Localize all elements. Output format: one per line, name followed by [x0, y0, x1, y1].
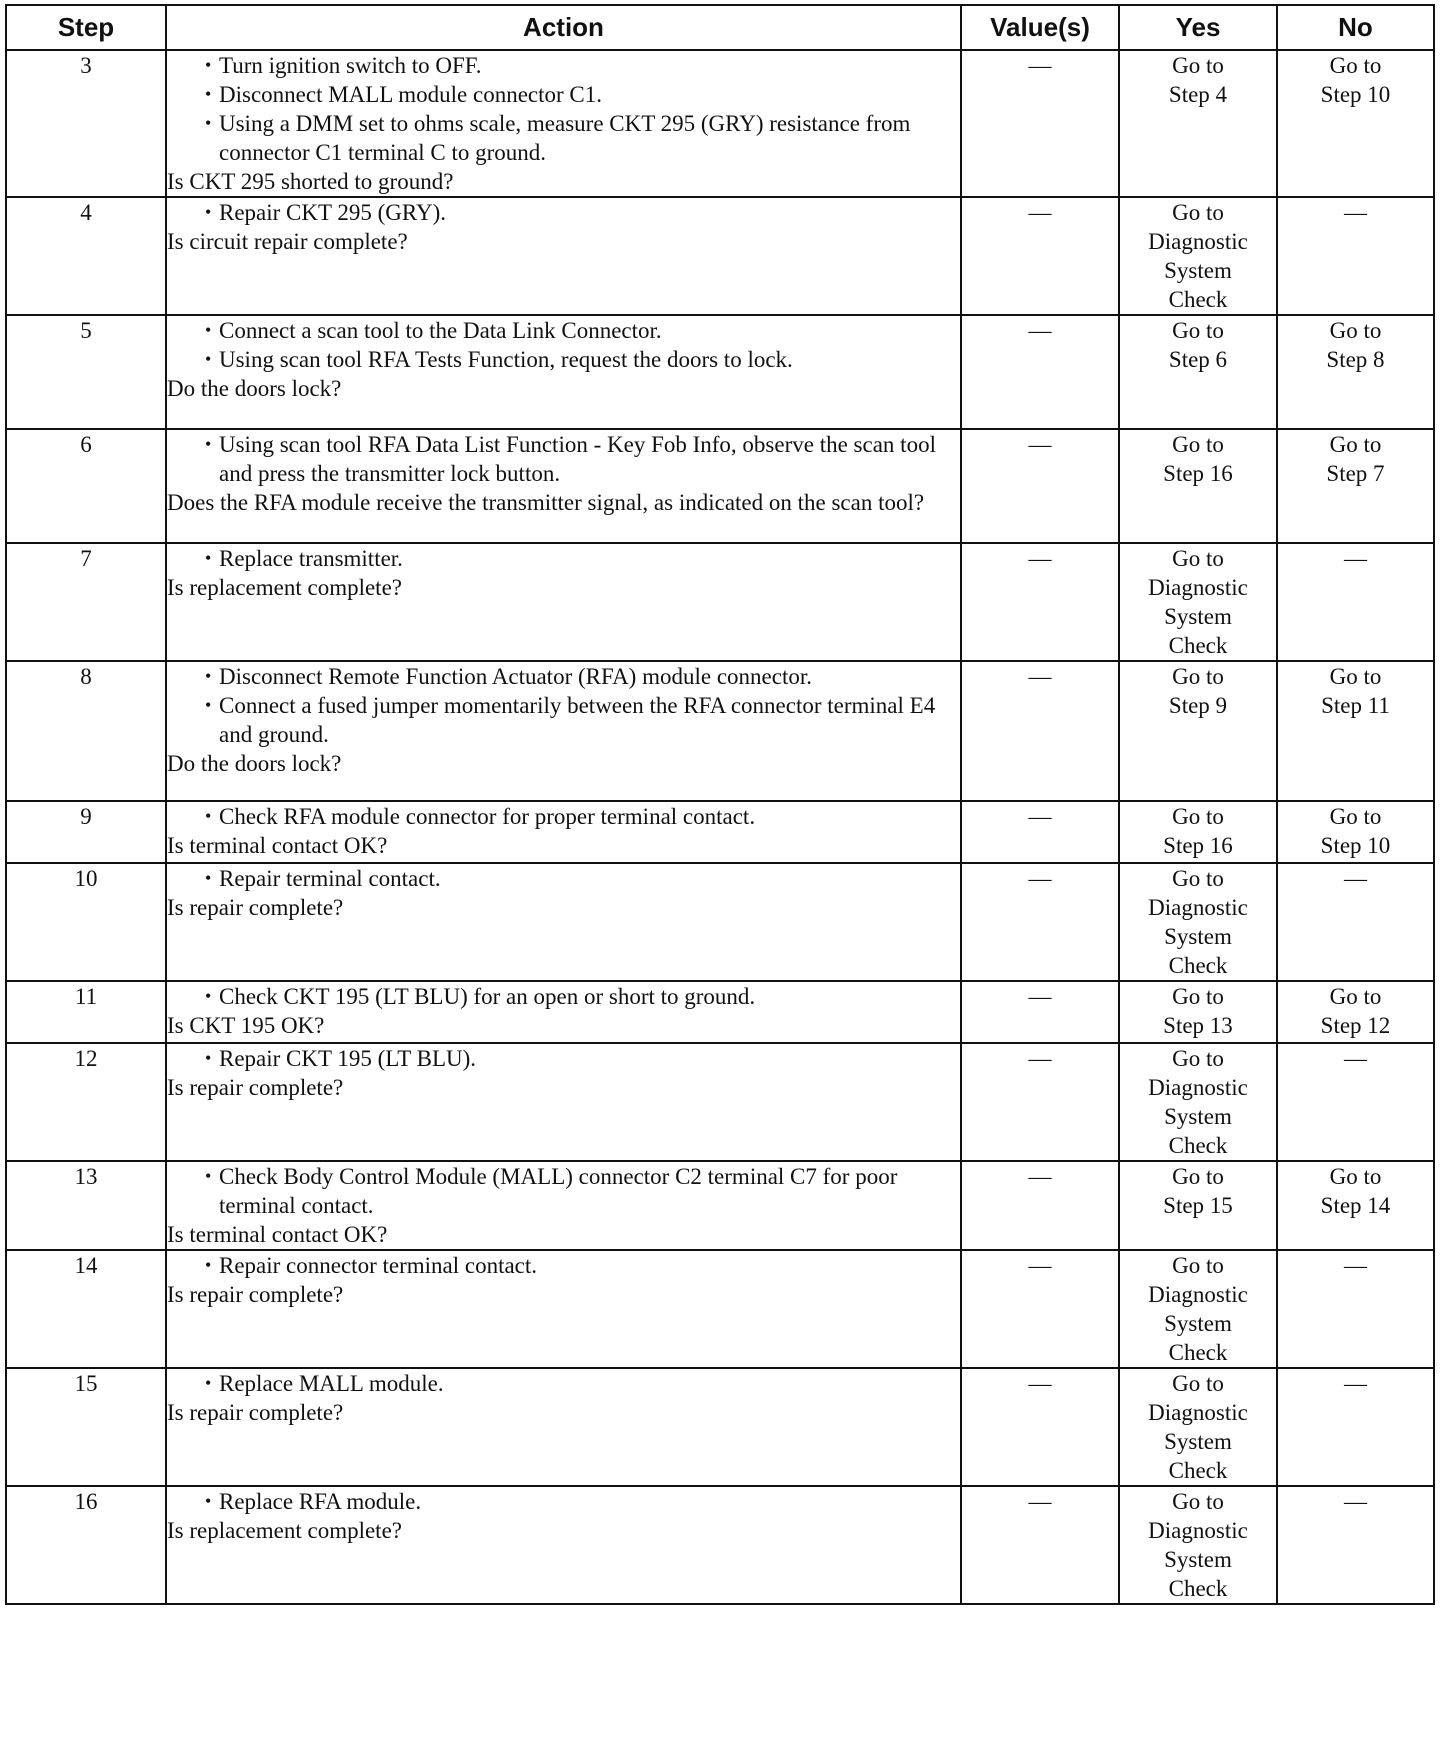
value-cell: —	[961, 863, 1119, 981]
action-bullet: • Turn ignition switch to OFF.	[167, 51, 960, 80]
action-cell	[166, 1250, 961, 1368]
no-text-line: Go to	[1329, 1164, 1382, 1189]
yes-text-line: Step 9	[1168, 693, 1228, 718]
no-cell	[1277, 1043, 1434, 1161]
yes-text-line: Diagnostic	[1148, 229, 1248, 254]
yes-cell	[1119, 315, 1277, 429]
action-bullet: • Disconnect MALL module connector C1.	[167, 80, 960, 109]
value-cell: —	[961, 801, 1119, 863]
step-number: 11	[6, 981, 166, 1043]
yes-text-line: Diagnostic	[1148, 1075, 1248, 1100]
action-question: Do the doors lock?	[167, 751, 342, 776]
step-number: 9	[6, 801, 166, 863]
table-row	[6, 801, 1434, 863]
table-row	[6, 197, 1434, 315]
no-cell	[1277, 197, 1434, 315]
action-bullet-list	[167, 1251, 960, 1280]
action-question: Is repair complete?	[167, 1400, 344, 1425]
yes-text-line: Check	[1168, 287, 1228, 312]
yes-text-line: Go to	[1172, 318, 1224, 343]
value-cell: —	[961, 50, 1119, 197]
no-cell	[1277, 315, 1434, 429]
yes-text-line: Go to	[1172, 1253, 1224, 1278]
step-number: 13	[6, 1161, 166, 1250]
table-row	[6, 863, 1434, 981]
action-bullet-list	[167, 1487, 960, 1516]
action-question: Is replacement complete?	[167, 1518, 402, 1543]
action-cell	[166, 1161, 961, 1250]
no-text-line: —	[1344, 546, 1367, 571]
action-bullet-list	[167, 544, 960, 573]
yes-text-line: Go to	[1172, 984, 1224, 1009]
yes-cell	[1119, 429, 1277, 543]
yes-text-line: System	[1164, 604, 1232, 629]
action-bullet: • Connect a fused jumper momentarily between the RFA connector terminal E4 and ground.	[167, 691, 960, 749]
no-text-line: Step 8	[1326, 347, 1385, 372]
yes-cell	[1119, 1250, 1277, 1368]
action-bullet-list	[167, 430, 960, 488]
step-number: 12	[6, 1043, 166, 1161]
yes-text-line: Check	[1168, 633, 1228, 658]
action-question: Is repair complete?	[167, 1282, 344, 1307]
table-row	[6, 429, 1434, 543]
action-cell	[166, 981, 961, 1043]
action-cell	[166, 1486, 961, 1604]
yes-cell	[1119, 863, 1277, 981]
yes-text-line: System	[1164, 1311, 1232, 1336]
action-cell	[166, 50, 961, 197]
value-cell: —	[961, 1486, 1119, 1604]
action-question: Is terminal contact OK?	[167, 833, 388, 858]
no-cell	[1277, 981, 1434, 1043]
table-row	[6, 661, 1434, 801]
action-bullet-list	[167, 864, 960, 893]
step-number: 16	[6, 1486, 166, 1604]
no-text-line: —	[1344, 1371, 1367, 1396]
action-question: Is repair complete?	[167, 1075, 344, 1100]
diagnostic-table	[5, 4, 1435, 1605]
action-question: Is replacement complete?	[167, 575, 402, 600]
yes-text-line: Go to	[1172, 1489, 1224, 1514]
action-bullet-list	[167, 802, 960, 831]
no-cell	[1277, 661, 1434, 801]
yes-text-line: Check	[1168, 953, 1228, 978]
no-text-line: —	[1344, 866, 1367, 891]
action-question: Is circuit repair complete?	[167, 229, 408, 254]
yes-text-line: System	[1164, 1429, 1232, 1454]
value-cell: —	[961, 661, 1119, 801]
no-cell	[1277, 1250, 1434, 1368]
action-bullet: • Repair connector terminal contact.	[167, 1251, 960, 1280]
yes-text-line: Diagnostic	[1148, 1282, 1248, 1307]
yes-cell	[1119, 801, 1277, 863]
value-cell: —	[961, 1368, 1119, 1486]
action-bullet-list	[167, 1162, 960, 1220]
action-bullet: • Replace transmitter.	[167, 544, 960, 573]
yes-text-line: System	[1164, 924, 1232, 949]
no-text-line: Step 12	[1320, 1013, 1391, 1038]
header-values: Value(s)	[961, 5, 1119, 50]
yes-text-line: Step 6	[1168, 347, 1228, 372]
action-bullet: • Check CKT 195 (LT BLU) for an open or short to ground.	[167, 982, 960, 1011]
yes-text-line: Go to	[1172, 664, 1224, 689]
step-number: 10	[6, 863, 166, 981]
yes-text-line: Go to	[1172, 866, 1224, 891]
action-bullet: • Connect a scan tool to the Data Link Connector.	[167, 316, 960, 345]
no-cell	[1277, 1161, 1434, 1250]
yes-text-line: Go to	[1172, 53, 1224, 78]
no-text-line: Step 11	[1321, 693, 1390, 718]
header-yes: Yes	[1119, 5, 1277, 50]
yes-text-line: Go to	[1172, 804, 1224, 829]
action-cell	[166, 315, 961, 429]
step-number: 5	[6, 315, 166, 429]
header-action: Action	[166, 5, 961, 50]
action-cell	[166, 863, 961, 981]
table-row	[6, 981, 1434, 1043]
yes-text-line: Diagnostic	[1148, 1518, 1248, 1543]
header-step: Step	[6, 5, 166, 50]
action-question: Is CKT 295 shorted to ground?	[167, 169, 454, 194]
no-text-line: Step 10	[1320, 833, 1391, 858]
table-row	[6, 1368, 1434, 1486]
yes-text-line: Step 4	[1168, 82, 1228, 107]
action-bullet: • Repair CKT 295 (GRY).	[167, 198, 960, 227]
yes-text-line: Check	[1168, 1133, 1228, 1158]
action-bullet: • Using scan tool RFA Data List Function - Key Fob Info, observe the scan tool and press the transmitter lock button.	[167, 430, 960, 488]
action-bullet: • Replace RFA module.	[167, 1487, 960, 1516]
no-cell	[1277, 801, 1434, 863]
action-bullet: • Check RFA module connector for proper terminal contact.	[167, 802, 960, 831]
action-bullet-list	[167, 982, 960, 1011]
action-cell	[166, 543, 961, 661]
no-text-line: Go to	[1329, 53, 1382, 78]
action-bullet: • Replace MALL module.	[167, 1369, 960, 1398]
yes-text-line: Go to	[1172, 1371, 1224, 1396]
yes-text-line: Check	[1168, 1340, 1228, 1365]
yes-text-line: Diagnostic	[1148, 895, 1248, 920]
action-bullet: • Using scan tool RFA Tests Function, request the doors to lock.	[167, 345, 960, 374]
yes-text-line: System	[1164, 1547, 1232, 1572]
yes-text-line: System	[1164, 1104, 1232, 1129]
header-no: No	[1277, 5, 1434, 50]
action-cell	[166, 801, 961, 863]
no-text-line: —	[1344, 1253, 1367, 1278]
step-number: 3	[6, 50, 166, 197]
action-question: Is CKT 195 OK?	[167, 1013, 325, 1038]
action-bullet: • Disconnect Remote Function Actuator (RFA) module connector.	[167, 662, 960, 691]
yes-cell	[1119, 661, 1277, 801]
yes-text-line: Step 15	[1163, 1193, 1233, 1218]
no-cell	[1277, 1368, 1434, 1486]
yes-text-line: Go to	[1172, 200, 1224, 225]
value-cell: —	[961, 1161, 1119, 1250]
action-question: Do the doors lock?	[167, 376, 342, 401]
no-text-line: Step 7	[1326, 461, 1385, 486]
step-number: 4	[6, 197, 166, 315]
table-row	[6, 1486, 1434, 1604]
action-cell	[166, 1043, 961, 1161]
no-text-line: Go to	[1329, 432, 1382, 457]
table-row	[6, 543, 1434, 661]
no-cell	[1277, 429, 1434, 543]
step-number: 8	[6, 661, 166, 801]
value-cell: —	[961, 315, 1119, 429]
no-text-line: Step 10	[1320, 82, 1391, 107]
yes-cell	[1119, 543, 1277, 661]
table-row	[6, 315, 1434, 429]
step-number: 14	[6, 1250, 166, 1368]
value-cell: —	[961, 981, 1119, 1043]
action-question: Is repair complete?	[167, 895, 344, 920]
yes-text-line: System	[1164, 258, 1232, 283]
yes-cell	[1119, 1043, 1277, 1161]
yes-text-line: Check	[1168, 1458, 1228, 1483]
no-text-line: Go to	[1329, 804, 1382, 829]
yes-text-line: Go to	[1172, 1164, 1224, 1189]
step-number: 7	[6, 543, 166, 661]
action-bullet-list	[167, 1369, 960, 1398]
yes-cell	[1119, 1486, 1277, 1604]
yes-cell	[1119, 197, 1277, 315]
step-number: 6	[6, 429, 166, 543]
action-bullet-list	[167, 316, 960, 374]
table-row	[6, 1161, 1434, 1250]
header-row	[6, 5, 1434, 50]
yes-cell	[1119, 1368, 1277, 1486]
yes-text-line: Go to	[1172, 1046, 1224, 1071]
yes-text-line: Diagnostic	[1148, 1400, 1248, 1425]
table-row	[6, 50, 1434, 197]
action-bullet-list	[167, 51, 960, 167]
step-number: 15	[6, 1368, 166, 1486]
yes-text-line: Go to	[1172, 546, 1224, 571]
action-bullet: • Repair CKT 195 (LT BLU).	[167, 1044, 960, 1073]
no-cell	[1277, 543, 1434, 661]
value-cell: —	[961, 1043, 1119, 1161]
action-question: Is terminal contact OK?	[167, 1222, 388, 1247]
table-body	[6, 50, 1434, 1604]
action-bullet-list	[167, 198, 960, 227]
no-cell	[1277, 1486, 1434, 1604]
action-bullet-list	[167, 1044, 960, 1073]
action-cell	[166, 197, 961, 315]
no-cell	[1277, 50, 1434, 197]
table-row	[6, 1250, 1434, 1368]
yes-cell	[1119, 50, 1277, 197]
action-bullet: • Using a DMM set to ohms scale, measure CKT 295 (GRY) resistance from connector C1 terminal C to ground.	[167, 109, 960, 167]
action-cell	[166, 429, 961, 543]
action-bullet-list	[167, 662, 960, 749]
action-bullet: • Check Body Control Module (MALL) connector C2 terminal C7 for poor terminal contact.	[167, 1162, 960, 1220]
yes-text-line: Check	[1168, 1576, 1228, 1601]
table-row	[6, 1043, 1434, 1161]
yes-text-line: Step 13	[1163, 1013, 1233, 1038]
no-text-line: Step 14	[1320, 1193, 1391, 1218]
no-cell	[1277, 863, 1434, 981]
no-text-line: —	[1344, 1489, 1367, 1514]
no-text-line: —	[1344, 200, 1367, 225]
yes-text-line: Diagnostic	[1148, 575, 1248, 600]
yes-cell	[1119, 981, 1277, 1043]
no-text-line: Go to	[1329, 664, 1382, 689]
action-bullet: • Repair terminal contact.	[167, 864, 960, 893]
action-question: Does the RFA module receive the transmitter signal, as indicated on the scan tool?	[167, 490, 925, 515]
no-text-line: Go to	[1329, 984, 1382, 1009]
yes-text-line: Step 16	[1163, 833, 1233, 858]
yes-text-line: Go to	[1172, 432, 1224, 457]
action-cell	[166, 661, 961, 801]
value-cell: —	[961, 543, 1119, 661]
value-cell: —	[961, 197, 1119, 315]
yes-cell	[1119, 1161, 1277, 1250]
value-cell: —	[961, 429, 1119, 543]
value-cell: —	[961, 1250, 1119, 1368]
no-text-line: —	[1344, 1046, 1367, 1071]
yes-text-line: Step 16	[1163, 461, 1233, 486]
action-cell	[166, 1368, 961, 1486]
no-text-line: Go to	[1329, 318, 1382, 343]
